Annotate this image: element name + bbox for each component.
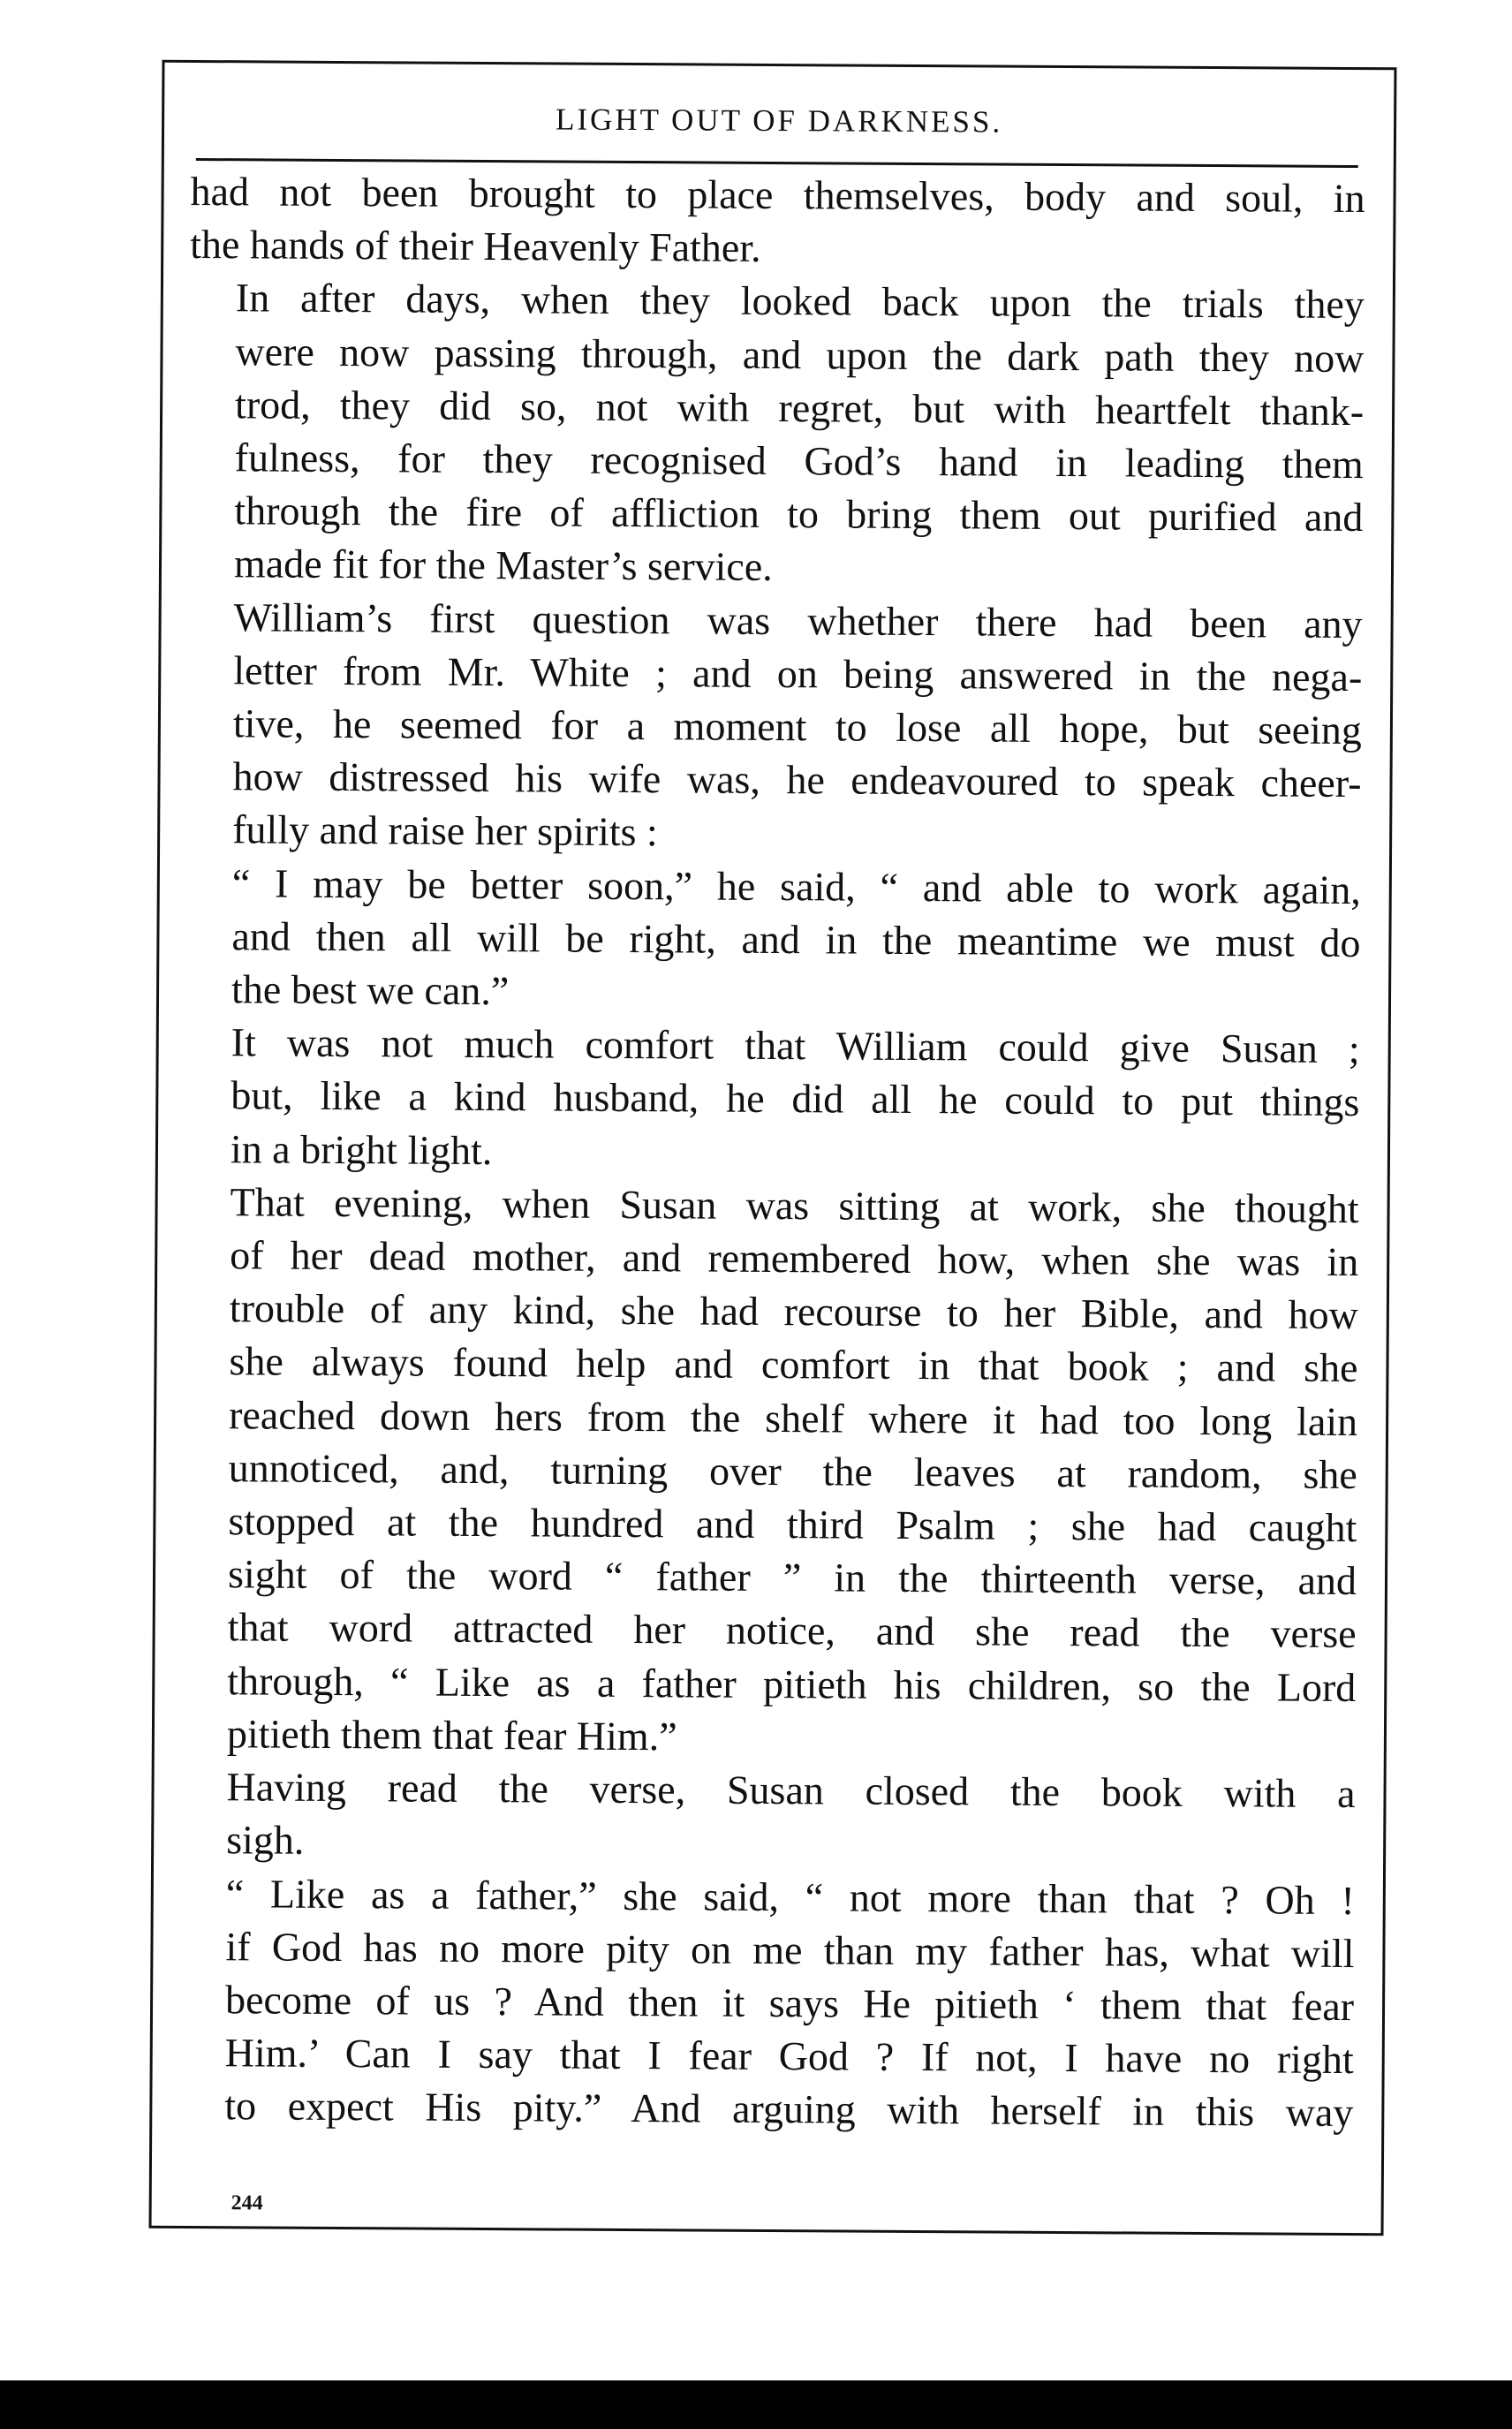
paragraph bbox=[190, 165, 1365, 279]
text-line: tive, he seemed for a moment to lose all hope, but seeing bbox=[232, 700, 1363, 753]
text-line: letter from Mr. White ; and on being answered in the nega- bbox=[233, 647, 1363, 700]
text-line: the hands of their Heavenly Father. bbox=[190, 222, 761, 271]
text-line: unnoticed, and, turning over the leaves at random, she bbox=[228, 1445, 1357, 1497]
paragraph bbox=[188, 271, 1365, 597]
paragraph bbox=[185, 857, 1361, 1024]
text-line: pitieth them that fear Him.” bbox=[226, 1711, 677, 1759]
page-number: 244 bbox=[231, 2191, 263, 2215]
text-line: through, “ Like as a father pitieth his children, so the Lord bbox=[227, 1657, 1357, 1710]
text-line: William’s first question was whether there had been any bbox=[233, 594, 1363, 647]
text-line: but, like a kind husband, he did all he could to put things bbox=[231, 1072, 1360, 1125]
text-line: and then all will be right, and in the meantime we must do bbox=[231, 913, 1361, 965]
text-line: That evening, when Susan was sitting at work, she thought bbox=[230, 1179, 1359, 1231]
text-line: sight of the word “ father ” in the thirteenth verse, and bbox=[227, 1551, 1357, 1604]
text-line: the best we can.” bbox=[231, 966, 510, 1014]
body-text bbox=[178, 165, 1365, 2140]
text-line: how distressed his wife was, he endeavoured to speak cheer- bbox=[232, 753, 1362, 806]
text-line: become of us ? And then it says He pitieth ‘ them that fear bbox=[224, 1977, 1355, 2029]
text-line: that word attracted her notice, and she read the verse bbox=[227, 1604, 1357, 1657]
scan-edge-band bbox=[0, 2380, 1512, 2429]
text-line: to expect His pity.” And arguing with herself in this way bbox=[224, 2083, 1354, 2136]
text-line: if God has no more pity on me than my father has, what will bbox=[225, 1923, 1355, 1976]
text-line: “ Like as a father,” she said, “ not more than that ? Oh ! bbox=[225, 1870, 1355, 1923]
text-line: Having read the verse, Susan closed the book with a bbox=[226, 1764, 1356, 1817]
text-line: she always found help and comfort in that book ; and she bbox=[229, 1338, 1358, 1391]
paragraph bbox=[178, 1866, 1355, 2139]
page-frame bbox=[149, 60, 1397, 2236]
text-line: In after days, when they looked back upon the trials they bbox=[235, 275, 1365, 328]
text-line: reached down hers from the shelf where it had too long lain bbox=[228, 1391, 1358, 1444]
text-line: “ I may be better soon,” he said, “ and able to work again, bbox=[231, 859, 1361, 912]
paragraph bbox=[186, 591, 1363, 864]
text-line: trouble of any kind, she had recourse to her Bible, and how bbox=[229, 1285, 1359, 1338]
text-line: trod, they did so, not with regret, but with heartfelt thank- bbox=[234, 382, 1365, 434]
paragraph bbox=[185, 1016, 1360, 1183]
text-line: made fit for the Master’s service. bbox=[233, 541, 773, 590]
text-line: stopped at the hundred and third Psalm ; she had caught bbox=[228, 1498, 1357, 1551]
paragraph bbox=[181, 1176, 1359, 1767]
text-line: in a bright light. bbox=[230, 1125, 493, 1173]
text-line: of her dead mother, and remembered how, when she was in bbox=[230, 1232, 1359, 1285]
text-line: It was not much comfort that William could give Susan ; bbox=[231, 1019, 1360, 1072]
text-line: through the fire of affliction to bring them out purified and bbox=[234, 488, 1364, 541]
text-line: had not been brought to place themselves, body and soul, in bbox=[190, 168, 1365, 222]
text-line: sigh. bbox=[226, 1817, 305, 1864]
running-head: LIGHT OUT OF DARKNESS. bbox=[555, 102, 1003, 140]
text-line: fully and raise her spirits : bbox=[232, 806, 658, 855]
paragraph bbox=[180, 1760, 1356, 1874]
text-line: fulness, for they recognised God’s hand in leading them bbox=[234, 435, 1364, 488]
text-line: Him.’ Can I say that I fear God ? If not, I have no right bbox=[224, 2030, 1354, 2083]
text-line: were now passing through, and upon the dark path they now bbox=[235, 328, 1365, 381]
